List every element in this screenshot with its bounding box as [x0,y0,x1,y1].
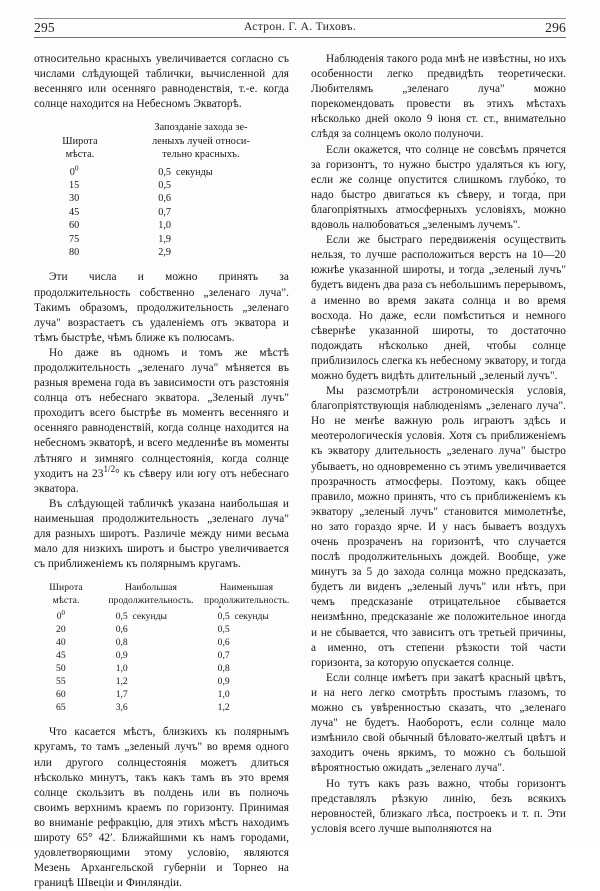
table-row [34,219,289,232]
table-row [34,649,289,662]
cell-latitude: 65 [56,702,66,714]
cell-max-duration: 0,8 [115,637,128,649]
cell-latitude: 60 [69,220,80,232]
running-head-title: Астрон. Г. А. Тиховъ. [243,21,357,33]
folio-left: 295 [34,20,55,35]
paragraph: Если окажется, что солнце не совсѣмъ прячется за горизонтъ, то нужно быстро удаляться къ югу, если же солнце опустится слишкомъ глубо́ко, то надо быстро двигаться къ сѣверу, и тогда, при благопріятныхъ атмосферныхъ условіяхъ, можно вдоволь налюбоваться „зеленымъ лучемъ". [311,143,566,232]
cell-latitude: 20 [56,624,66,636]
column-header-max-duration: Наибольшая продолжительность. [108,582,194,607]
table-header-row [34,581,289,607]
cell-latitude: 55 [56,676,66,688]
cell-max-duration: 1,2 [115,676,128,688]
cell-min-duration: 0,8 [217,663,230,675]
cell-delay: 0,7 [158,206,171,218]
running-head [34,18,566,38]
table-row [34,179,289,192]
cell-delay: 2,9 [158,247,171,259]
table-body [34,610,289,714]
table-green-ray-duration [34,581,289,714]
cell-max-duration: 3,6 [115,702,128,714]
cell-max-duration: 0,6 [115,624,128,636]
table-row [34,688,289,701]
table-row [34,701,289,714]
cell-latitude: 75 [69,233,80,245]
paragraph: Но тутъ какъ разъ важно, чтобы горизонтъ представлялъ рѣзкую линію, безъ всякихъ неровностей, близкаго лѣса, построекъ и т. п. Эти условія всего лучше выполняются на [311,777,566,835]
cell-latitude: 45 [69,206,80,218]
table-row [34,610,289,623]
cell-latitude: 60 [56,689,66,701]
paragraph: Мы разсмотрѣли астрономическія условія, благопріятствующія наблюденіямъ „зеленаго луча". Но не менѣе важную роль играютъ здѣсь и меотерологическія условія. Хотя съ приближеніемъ къ экватору длительноcть „зеленаго луча" быстро убываетъ, но одновременно съ этимъ увеличивается прозрачность атмосферы. Поэтому, какъ общее правило, можно принять, что съ приближеніемъ къ экватору „зеленый лучъ" становится мимолетнѣе, но зато гораздо ярче. И у насъ бываетъ воздухъ очень прозраченъ на горизонтѣ, что случается послѣ продолжительныхъ дождей. Вообще, уже минутъ за 5 до захода солнца можно предсказать, будетъ ли виденъ „зеленый лучъ" или нѣтъ, при чемъ предсказаніе отрицательное сбывается неизмѣнно, предсказаніе же положительное иногда и не сбывается, что зависитъ отъ третьей причины, а именно, отъ степени рѣзкости той части горизонта, за которую опускается солнце. [311,385,566,669]
left-column [34,52,289,891]
cell-delay: 0,5 [158,180,171,191]
fraction-half: 1/2 [103,463,116,474]
paragraph: Но даже въ одномъ и томъ же мѣстѣ продолжительность „зеленаго луча" мѣняется въ разныя времена года въ зависимости отъ разстоянія солнца отъ небеснаго экватора. „Зеленый лучъ" проходитъ всего быстрѣе въ моментъ весенняго и осенняго равноденствій, когда солнце находится на небесномъ экваторѣ, и всего медленнѣе въ моменты лѣтняго и зимняго солнцестоянія, когда солнце уходитъ на $23^{1/2}^\circ$ къ сѣверу или югу отъ небеснаго экватора. [34,346,290,495]
table-row [34,662,289,675]
table-row [34,192,289,205]
folio-right: 296 [545,20,566,35]
column-header-latitude: Широта мѣста. [49,582,83,607]
header-rule-bottom [34,37,566,38]
cell-min-duration: 1,0 [217,689,230,701]
cell-latitude: 15 [69,180,80,191]
cell-min-duration: 0,5 [217,624,230,636]
paragraph: Эти числа и можно принять за продолжительность собственно „зеленаго луча". Такимъ образомъ, продолжительность „зеленаго луча" возрастаетъ съ удаленіемъ отъ экватора и тѣмъ быстрѣе, чѣмъ ближе къ полюсамъ. [34,271,289,344]
cell-latitude: 30 [69,193,80,205]
cell-delay: 0,5 секунды [158,166,213,178]
table-body [34,163,289,260]
degree-superscript: 0 [61,610,65,618]
cell-max-duration: 1,7 [115,689,128,701]
table-row [34,163,289,179]
header-rule-top [34,18,566,19]
cell-min-duration: 0,7 [217,650,230,662]
paragraph: Если солнце имѣетъ при закатѣ красный цвѣтъ, и на него легко смотрѣть простымъ глазомъ, то можно съ увѣренностью сказать, что „зеленаго луча" не будетъ. Наоборотъ, если солнце мало измѣнило свой обычный бѣловато-желтый цвѣтъ и заходитъ очень яркимъ, то можно съ большой вѣроятностью ожидать „зеленаго луча". [311,671,566,775]
table-green-ray-delay [34,121,289,259]
cell-min-duration: 0,6 [217,637,230,649]
paragraph: Если же быстраго передвиженія осуществить нельзя, то лучше расположиться верстъ на 10—20 южнѣе указанной широты, и тогда „зеленый лучъ" будетъ виденъ два раза съ небольшимъ перерывомъ, а именно во время заката солнца и во время восхода. Но даже, если помѣститься и немного сѣвернѣе указанной широты, то достаточно подождать нѣсколько дней, чтобы солнце приблизилось слегка къ небесному экватору, и тогда можно будетъ видѣть длительный „зеленый лучъ". [311,234,566,382]
cell-latitude: $0^0$ [56,610,65,623]
cell-max-duration: 0,5 секунды [115,611,167,623]
cell-latitude: $0^0$ [69,163,79,178]
cell-latitude: 50 [56,663,66,675]
table-header-row [34,121,289,161]
cell-min-duration: 0,5 секунды [217,611,269,623]
cell-min-duration: 1,2 [217,702,230,714]
cell-max-duration: 0,9 [115,650,128,662]
paragraph: Въ слѣдующей табличкѣ указана наибольшая и наименьшая продолжительность „зеленаго луча" для разныхъ широтъ. Различіе между ними весьма мало для низкихъ широтъ и быстро увеличивается съ приближеніемъ къ полярнымъ кругамъ. [34,497,289,571]
table-row [34,675,289,688]
cell-latitude: 80 [69,247,80,259]
column-header-latitude: Широта мѣста. [62,135,98,161]
cell-delay: 1,9 [158,233,171,245]
right-column [311,52,566,891]
cell-delay: 0,6 [158,193,171,205]
table-row [34,206,289,219]
cell-latitude: 45 [56,650,66,662]
scan-artifact-dot [219,606,221,608]
cell-latitude: 40 [56,637,66,649]
cell-min-duration: 0,9 [217,676,230,688]
paragraph: Что касается мѣстъ, близкихъ къ полярнымъ кругамъ, то тамъ „зеленый лучъ" во время одного или другого солнцестоянія можетъ длиться нѣсколько минутъ, такъ какъ тамъ въ это время солнце скользитъ въ полдень или въ полночь своимъ верхнимъ краемъ по горизонту. Принимая во вниманіе рефракцію, для этихъ мѣстъ находимъ широту 65° 42′. Ближайшими къ намъ городами, удовлетворяющими этому условію, являются Мезень Архангельской губерніи и Торнео на границѣ Швеціи и Финляндіи. [34,726,289,890]
table-row [34,246,289,259]
body-columns [34,52,566,891]
table-row [34,623,289,636]
table-row [34,233,289,246]
table-row [34,636,289,649]
column-header-min-duration: Наименьшая продолжительность. [204,582,290,607]
column-header-delay: Запозданіе захода зе- леныхъ лучей относи- тельно красныхъ. [152,122,250,161]
degree-superscript: 0 [74,163,79,173]
cell-delay: 1,0 [158,220,171,232]
paragraph: относительно красныхъ увеличивается согласно съ числами слѣдующей таблички, вычисленной для весенняго или осенняго равноденствія, т.-е. когда солнце находится на Небесномъ Экваторѣ. [34,53,289,111]
paragraph: Наблюденія такого рода мнѣ не извѣстны, но ихъ особенности легко предвидѣть теоретически. Любителямъ „зеленаго луча" можно порекомендовать провести въ этихъ мѣстахъ нѣсколько дней около 9 іюня ст. ст., внимательно слѣдя за солнцемъ около полуночи. [311,53,566,141]
cell-max-duration: 1,0 [115,663,128,675]
